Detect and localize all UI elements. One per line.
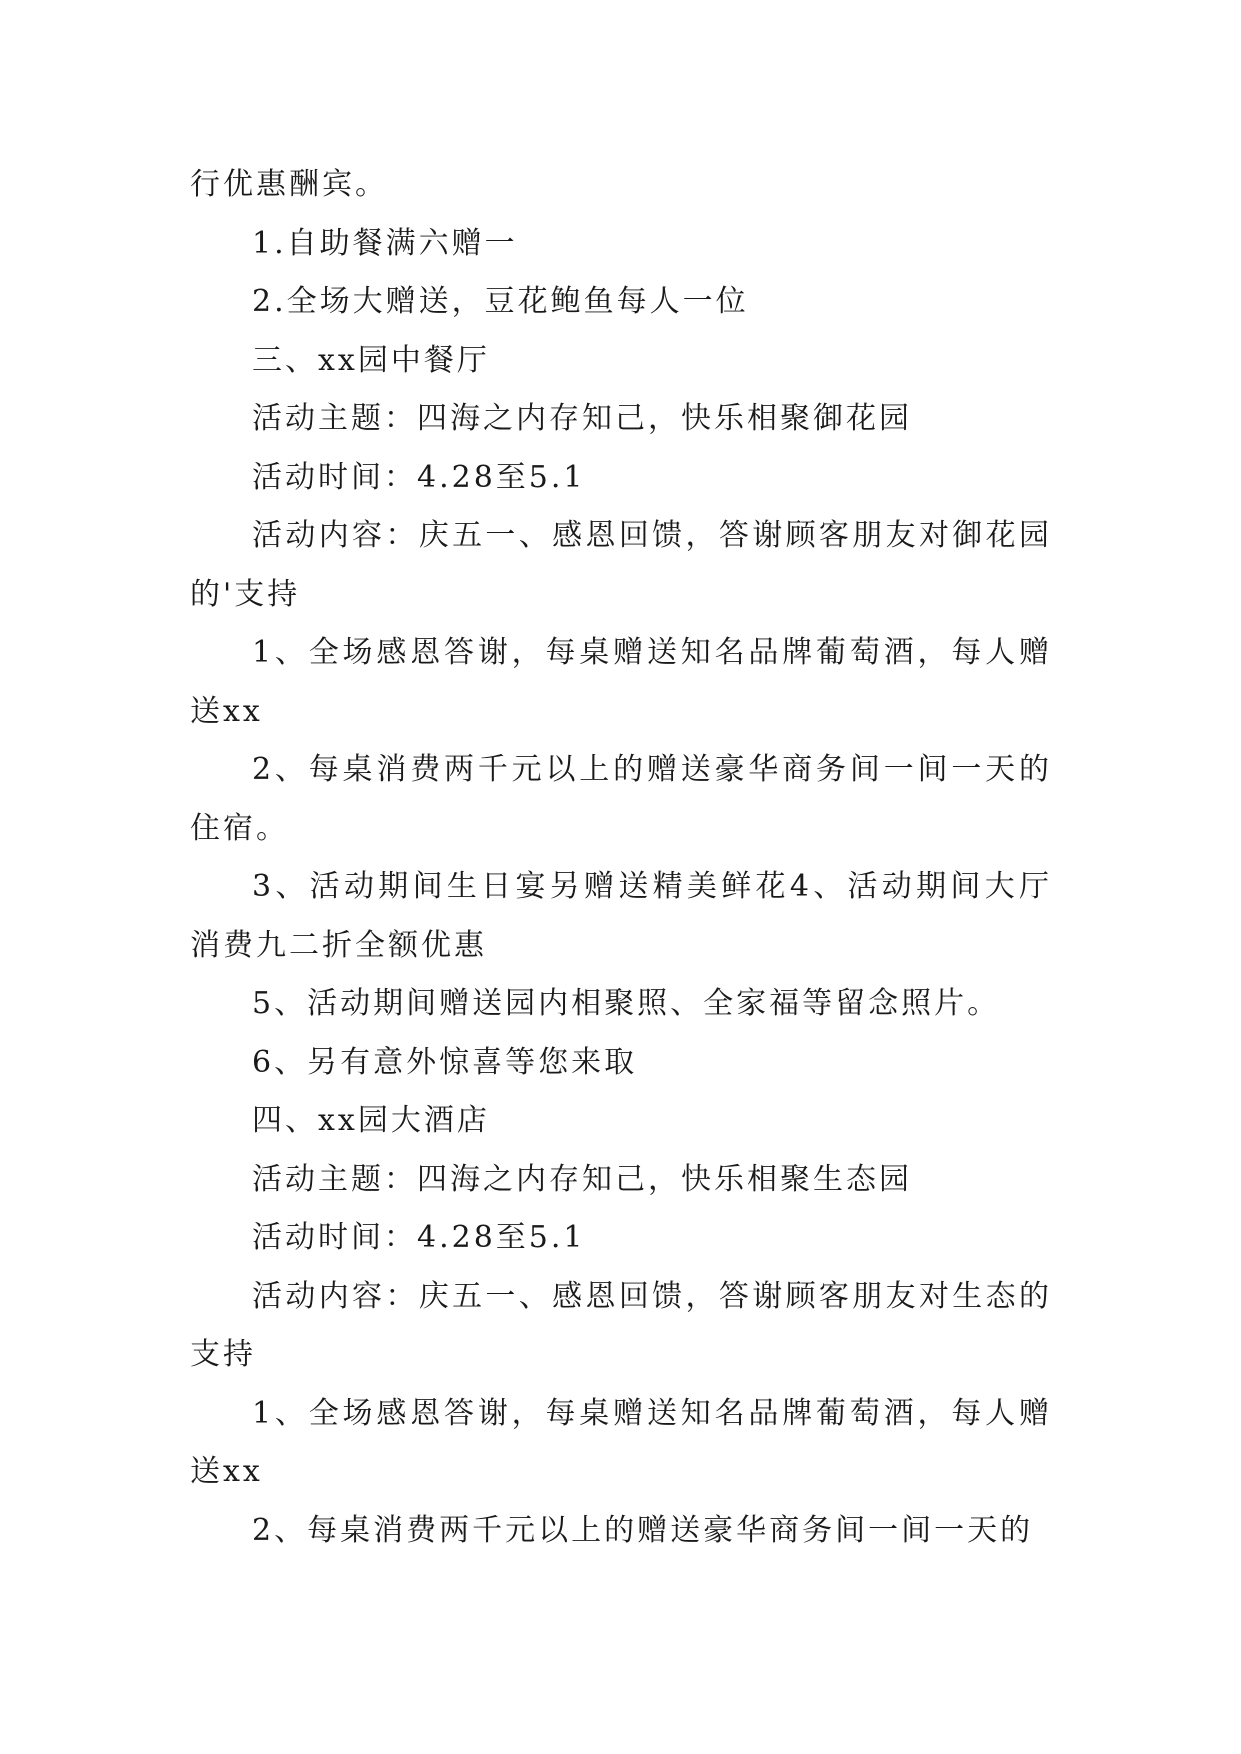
section-heading: 四、xx园大酒店 <box>252 1103 490 1138</box>
paragraph: 活动时间：4.28至5.1 <box>252 1220 586 1255</box>
paragraph: 活动内容：庆五一、感恩回馈，答谢顾客朋友对生态的支持 <box>190 1278 1052 1372</box>
section-heading: 三、xx园中餐厅 <box>252 342 490 378</box>
list-item: 5、活动期间赠送园内相聚照、全家福等留念照片。 <box>252 986 1001 1021</box>
list-item: 1.自助餐满六赠一 <box>252 225 518 261</box>
document-body <box>190 156 1052 1560</box>
list-item: 2.全场大赠送，豆花鲍鱼每人一位 <box>252 284 749 319</box>
list-item: 3、活动期间生日宴另赠送精美鲜花4、活动期间大厅消费九二折全额优惠 <box>190 869 1052 963</box>
list-item: 1、全场感恩答谢，每桌赠送知名品牌葡萄酒，每人赠送xx <box>190 635 1052 729</box>
paragraph: 行优惠酬宾。 <box>190 167 388 202</box>
list-item: 1、全场感恩答谢，每桌赠送知名品牌葡萄酒，每人赠送xx <box>190 1395 1052 1489</box>
paragraph: 活动主题：四海之内存知己，快乐相聚生态园 <box>252 1161 912 1197</box>
list-item: 2、每桌消费两千元以上的赠送豪华商务间一间一天的 <box>252 1512 1034 1548</box>
list-item: 2、每桌消费两千元以上的赠送豪华商务间一间一天的住宿。 <box>190 752 1052 846</box>
paragraph: 活动内容：庆五一、感恩回馈，答谢顾客朋友对御花园的'支持 <box>190 518 1052 612</box>
paragraph: 活动主题：四海之内存知己，快乐相聚御花园 <box>252 401 912 436</box>
paragraph: 活动时间：4.28至5.1 <box>252 459 586 495</box>
list-item: 6、另有意外惊喜等您来取 <box>252 1044 638 1080</box>
